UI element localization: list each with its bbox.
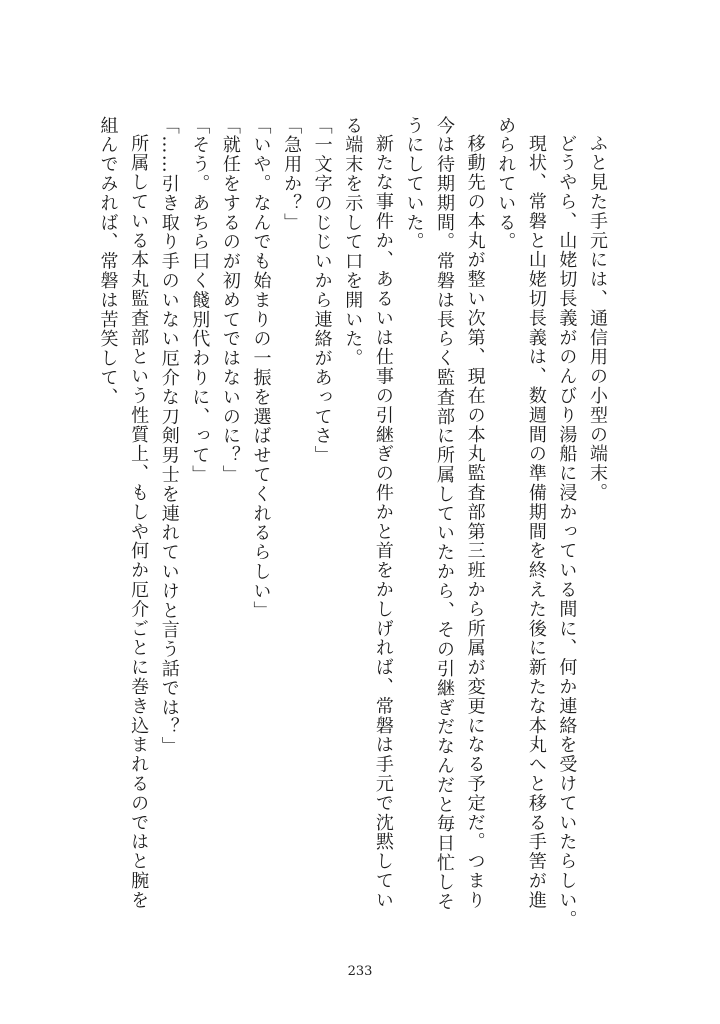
- dialogue-line: 「いや。なんでも始まりの一振を選ばせてくれるらしい」: [250, 116, 272, 621]
- dialogue-line: 「……引き取り手のいない厄介な刀剣男士を連れていけと言う話では？」: [158, 116, 180, 757]
- dialogue-line: 「就任をするのが初めてではないのに？」: [219, 116, 241, 485]
- text-line: 新たな事件か、あるいは仕事の引継ぎの件かと首をかしげれば、常磐は手元で沈黙してい: [372, 134, 394, 910]
- text-line: うにしていた。: [403, 116, 425, 252]
- text-line: る端末を示して口を開いた。: [342, 116, 364, 369]
- dialogue-line: 「急用か？」: [281, 116, 303, 233]
- text-line: 所属している本丸監査部という性質上、もしや何か厄介ごとに巻き込まれるのではと腕を: [128, 134, 150, 910]
- text-line: められている。: [495, 116, 517, 252]
- dialogue-line: 「そう。あちら曰く餞別代わりに、って」: [189, 116, 211, 485]
- text-line: 今は待期期間。常磐は長らく監査部に所属していたから、その引継ぎだなんだと毎日忙しそ: [434, 116, 456, 912]
- text-line: 現状、常磐と山姥切長義は、数週間の準備期間を終えた後に新たな本丸へと移る手筈が進: [525, 134, 547, 910]
- text-line: 組んでみれば、常磐は苦笑して、: [97, 116, 119, 407]
- dialogue-line: 「一文字のじじいから連絡があってさ」: [311, 116, 333, 466]
- text-line: 移動先の本丸が整い次第、現在の本丸監査部第三班から所属が変更になる予定だ。つまり: [464, 134, 486, 910]
- body-text: [97, 116, 612, 930]
- text-line: ふと見た手元には、通信用の小型の端末。: [587, 134, 608, 503]
- text-line: どうやら、山姥切長義がのんびり湯船に浸かっている間に、何か連絡を受けていたらしい。: [556, 134, 578, 930]
- page-number: 233: [347, 964, 373, 979]
